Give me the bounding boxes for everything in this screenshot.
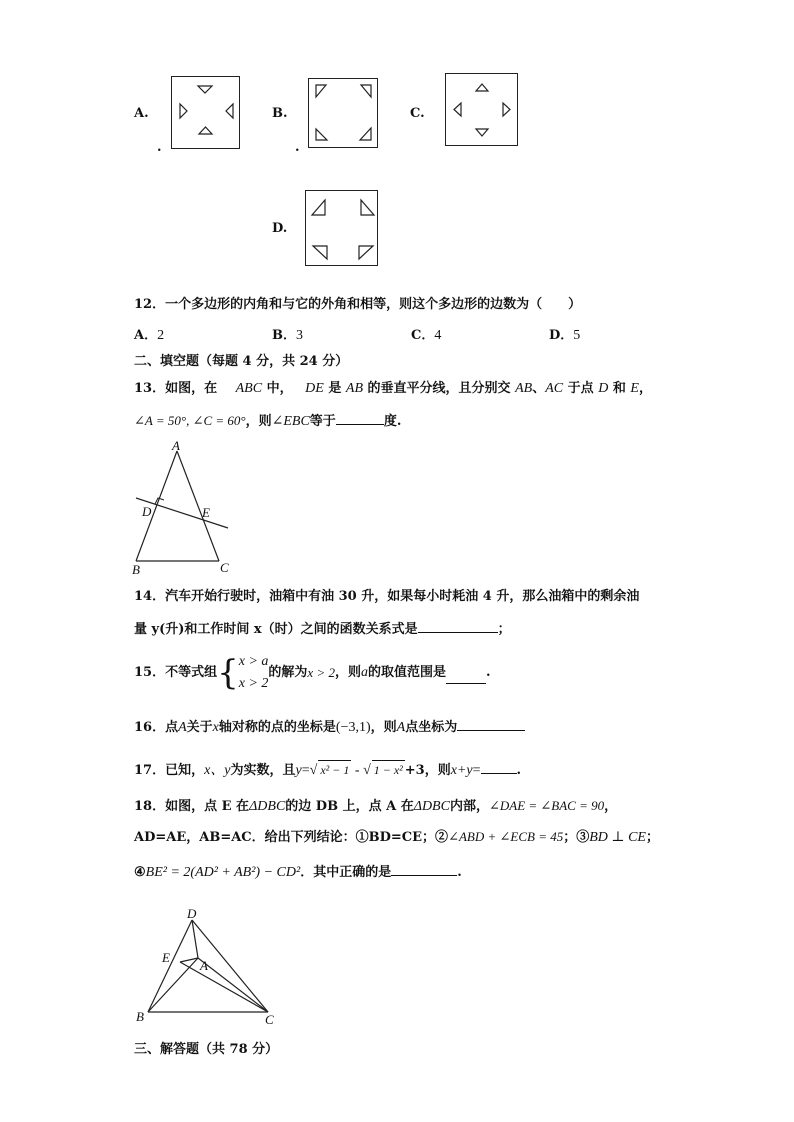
math: a	[360, 665, 368, 680]
text: ；	[497, 622, 511, 637]
text: 关于	[186, 720, 213, 735]
math: ΔDBC	[413, 799, 450, 814]
point-b-label: B	[132, 562, 140, 577]
math: BE² = 2(AD² + AB²) − CD²	[145, 865, 301, 880]
math: x > 2	[307, 665, 335, 680]
option-d-figure[interactable]	[305, 190, 378, 266]
math: AB	[515, 381, 533, 396]
text: 18．如图，点 E 在	[134, 799, 250, 814]
text: 的边 DB 上，点 A 在	[285, 799, 414, 814]
point-e-label: E	[162, 950, 170, 965]
text: 是	[328, 381, 342, 396]
point-a-label: A	[172, 438, 180, 453]
option-b-label[interactable]: B.	[272, 106, 288, 121]
text: +3，则	[404, 763, 451, 778]
q18-line-1	[134, 797, 617, 816]
text: ；③	[563, 830, 590, 845]
option-b-figure[interactable]	[308, 78, 378, 148]
point-d-label: D	[187, 906, 197, 921]
point-b-label: B	[136, 1009, 144, 1024]
text: 和	[612, 381, 626, 396]
text: 的垂直平分线，且分别交	[367, 381, 511, 396]
option-d-label[interactable]: D.	[272, 221, 288, 236]
q12-option-c[interactable]	[411, 327, 441, 345]
text: .	[486, 665, 491, 680]
section-3-heading: 三、解答题（共 78 分）	[134, 1042, 279, 1057]
inequality-row: x > 2	[238, 676, 269, 691]
text: 13．如图，在	[134, 381, 218, 396]
math: x+y	[450, 763, 473, 778]
point-a-label: A	[200, 958, 208, 973]
math: =	[301, 763, 310, 778]
text: ．其中正确的是	[300, 865, 392, 880]
text: 的取值范围是	[367, 665, 446, 680]
text: ，	[604, 799, 618, 814]
option-d-triangles	[306, 191, 379, 267]
text: 为实数，且	[230, 763, 296, 778]
text: 15．不等式组	[134, 665, 218, 680]
text: 的解为	[268, 665, 308, 680]
text: .	[516, 763, 522, 778]
math: ABC	[235, 381, 263, 396]
math: (−3,1)	[335, 720, 371, 735]
q16-line	[134, 717, 525, 737]
text: 于点	[567, 381, 594, 396]
text: .	[457, 865, 462, 880]
option-a-figure[interactable]	[171, 76, 240, 149]
text: 17．已知，	[134, 763, 205, 778]
text: 轴对称的点的坐标是	[218, 720, 336, 735]
math: DE	[305, 381, 324, 396]
text: ，则	[370, 720, 397, 735]
option-value: 5	[573, 328, 581, 343]
math: ΔDBC	[249, 799, 286, 814]
math: y	[295, 763, 302, 778]
text: 度.	[383, 414, 402, 429]
option-label: D．	[549, 328, 574, 343]
math: A	[178, 720, 187, 735]
math: ∠EBC	[271, 414, 310, 429]
sqrt-symbol: √	[309, 763, 318, 778]
math: ∠DAE = ∠BAC = 90	[488, 798, 605, 813]
text: ，则	[334, 665, 361, 680]
q12-option-a[interactable]	[134, 327, 164, 345]
q13-line-2	[134, 411, 401, 431]
answer-blank[interactable]	[336, 411, 384, 425]
answer-blank[interactable]	[391, 862, 457, 876]
text: AD=AE，AB=AC．给出下列结论：①BD=CE；②	[134, 830, 449, 845]
q14-line-1: 14．汽车开始行驶时，油箱中有油 30 升，如果每小时耗油 4 升，那么油箱中的剩余油	[134, 589, 640, 604]
q18-line-2	[134, 828, 659, 847]
sqrt-symbol: √	[363, 763, 371, 778]
q12-option-d[interactable]	[549, 327, 580, 345]
math: D	[598, 381, 609, 396]
math: ∠A = 50°, ∠C = 60°	[134, 413, 246, 428]
math: E	[630, 381, 639, 396]
text: 量 y(升)和工作时间 x（时）之间的函数关系式是	[134, 622, 418, 637]
option-b-triangles	[309, 79, 379, 149]
answer-blank[interactable]	[418, 619, 498, 633]
q12-text: 12．一个多边形的内角和与它的外角和相等，则这个多边形的边数为（ ）	[134, 297, 582, 312]
math: -	[351, 763, 364, 778]
q14-line-2	[134, 619, 511, 639]
q18-line-3	[134, 862, 462, 882]
option-value: 4	[434, 328, 442, 343]
text: 内部，	[449, 799, 489, 814]
option-label: A．	[134, 328, 158, 343]
q15-line	[134, 649, 491, 697]
text: ，	[638, 381, 652, 396]
point-c-label: C	[220, 560, 229, 575]
point-c-label: C	[265, 1012, 274, 1027]
text: 等于	[309, 414, 336, 429]
answer-blank[interactable]	[446, 670, 486, 684]
text: 中，	[266, 381, 293, 396]
option-value: 2	[157, 328, 165, 343]
point-d-label: D	[142, 504, 152, 519]
option-label: B．	[272, 328, 296, 343]
math: x、y	[204, 763, 231, 778]
option-a-label[interactable]: A.	[134, 106, 149, 121]
point-e-label: E	[202, 505, 210, 520]
q13-line-1	[134, 380, 652, 398]
inequality-row: x > a	[238, 654, 269, 669]
answer-blank[interactable]	[481, 760, 517, 774]
math: AC	[545, 381, 564, 396]
math: BD ⊥ CE	[589, 830, 646, 845]
text: 16．点	[134, 720, 179, 735]
sqrt-radicand: 1 − x²	[372, 760, 405, 779]
option-label: C．	[411, 328, 435, 343]
q13-figure	[130, 438, 240, 578]
brace-symbol: {	[217, 653, 239, 693]
math: =	[472, 763, 481, 778]
text: ；	[645, 830, 659, 845]
q18-figure	[132, 906, 282, 1031]
answer-blank[interactable]	[457, 717, 525, 731]
math: A	[396, 720, 406, 735]
inequality-system	[239, 651, 269, 695]
math: x	[212, 720, 219, 735]
sqrt-radicand: x² − 1	[318, 760, 351, 779]
dot-mark: .	[157, 140, 162, 155]
option-c-figure[interactable]	[445, 73, 518, 146]
text: ④	[134, 865, 146, 880]
text: 点坐标为	[405, 720, 458, 735]
math: AB	[345, 381, 364, 396]
option-value: 3	[296, 328, 303, 343]
math: ∠ABD + ∠ECB = 45	[448, 829, 564, 844]
option-c-label[interactable]: C.	[410, 106, 425, 121]
text: ，则	[245, 414, 272, 429]
q12-option-b[interactable]	[272, 327, 303, 345]
q17-line	[134, 760, 521, 780]
dot-mark: .	[295, 140, 300, 155]
text: 、	[532, 381, 546, 396]
option-a-triangles	[172, 77, 241, 150]
section-2-heading: 二、填空题（每题 4 分，共 24 分）	[134, 354, 349, 369]
option-c-triangles	[446, 74, 519, 147]
